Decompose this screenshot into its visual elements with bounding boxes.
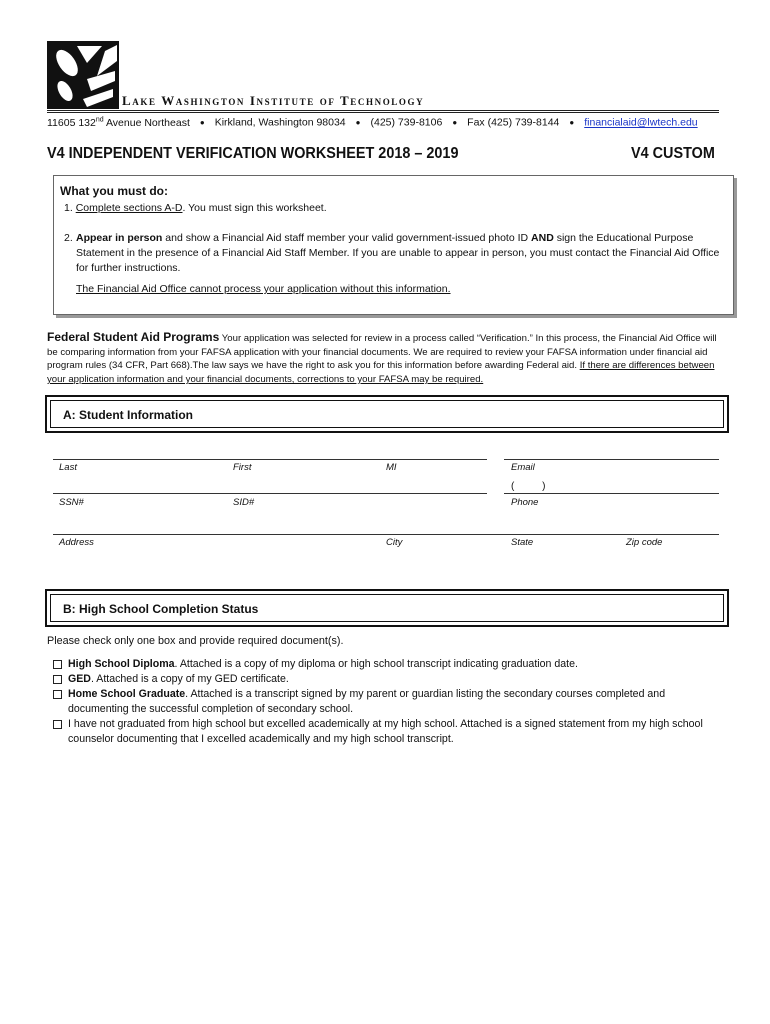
email-line[interactable] — [504, 459, 719, 460]
phone-line[interactable] — [504, 493, 719, 494]
state-label: State — [511, 537, 534, 548]
form-type: V4 CUSTOM — [631, 145, 715, 162]
email-label: Email — [511, 462, 535, 473]
section-b-intro: Please check only one box and provide required document(s). — [47, 635, 344, 647]
header-rule-2 — [47, 112, 719, 113]
checkbox-home-school[interactable] — [53, 690, 62, 699]
section-b-title: B: High School Completion Status — [63, 602, 259, 616]
fax-number: Fax (425) 739-8144 — [467, 116, 560, 129]
city-label: City — [386, 537, 403, 548]
checkbox-diploma[interactable] — [53, 660, 62, 669]
page-title: V4 INDEPENDENT VERIFICATION WORKSHEET 2018 – 2019 — [47, 145, 459, 162]
address-line[interactable] — [53, 534, 719, 535]
section-b-header — [45, 589, 729, 627]
last-label: Last — [59, 462, 77, 473]
header-rule — [47, 110, 719, 111]
ssn-sid-line[interactable] — [53, 493, 487, 494]
option-diploma: High School Diploma. Attached is a copy of my diploma or high school transcript indicating graduation date. — [53, 657, 723, 672]
name-line[interactable] — [53, 459, 487, 460]
instruction-2: 2. Appear in person and show a Financial Aid staff member your valid government-issued photo ID AND sign the Educational Purpose Statement in the presence of a Financial Aid Staff Member. If you are unable to appear in person, you must contact the Financial Aid Office for further instructions. — [64, 232, 720, 274]
institution-logo — [47, 41, 119, 109]
section-a-title: A: Student Information — [63, 408, 193, 422]
checkbox-ged[interactable] — [53, 675, 62, 684]
zip-label: Zip code — [626, 537, 663, 548]
option-home-school: Home School Graduate. Attached is a transcript signed by my parent or guardian listing the secondary courses completed and documenting the successful completion of secondary school. — [53, 687, 723, 717]
option-ged: GED. Attached is a copy of my GED certificate. — [53, 672, 723, 687]
first-label: First — [233, 462, 252, 473]
instructions-note: The Financial Aid Office cannot process your application without this information. — [76, 283, 451, 295]
ssn-label: SSN# — [59, 497, 84, 508]
mi-label: MI — [386, 462, 397, 473]
instruction-1: 1. Complete sections A-D. You must sign this worksheet. — [64, 202, 327, 214]
federal-paragraph: Federal Student Aid Programs Your application was selected for review in a process called “Verification.” In this process, the Financial Aid Office will be comparing information from your FAFSA application with your financial documents. We are required to review your FAFSA information under financial aid program rules (34 CFR, Part 668).The law says we have the right to ask you for this information before awarding Federal aid. If there are differences between your application information and your financial documents, corrections to your FAFSA may be required. — [47, 330, 717, 386]
section-a-header — [45, 395, 729, 433]
city-state: Kirkland, Washington 98034 — [214, 116, 346, 129]
street-address: 11605 132nd Avenue Northeast — [47, 116, 190, 129]
phone-parens: ( ) — [511, 481, 546, 492]
option-excelled: I have not graduated from high school but excelled academically at my high school. Attached is a signed statement from my high school counselor documenting that I excelled academically and my high school transcript. — [53, 717, 723, 747]
contact-line: 11605 132nd Avenue Northeast ● Kirkland, Washington 98034 ● (425) 739-8106 ● Fax (425) 739-8144 ● financialaid@lwtech.edu — [47, 116, 698, 129]
phone-number: (425) 739-8106 — [370, 116, 443, 129]
institution-name: Lake Washington Institute of Technology — [122, 93, 425, 108]
address-label: Address — [59, 537, 94, 548]
sid-label: SID# — [233, 497, 255, 508]
phone-label: Phone — [511, 497, 539, 508]
checkbox-excelled[interactable] — [53, 720, 62, 729]
email-link[interactable]: financialaid@lwtech.edu — [584, 116, 698, 129]
instructions-heading: What you must do: — [60, 184, 168, 198]
